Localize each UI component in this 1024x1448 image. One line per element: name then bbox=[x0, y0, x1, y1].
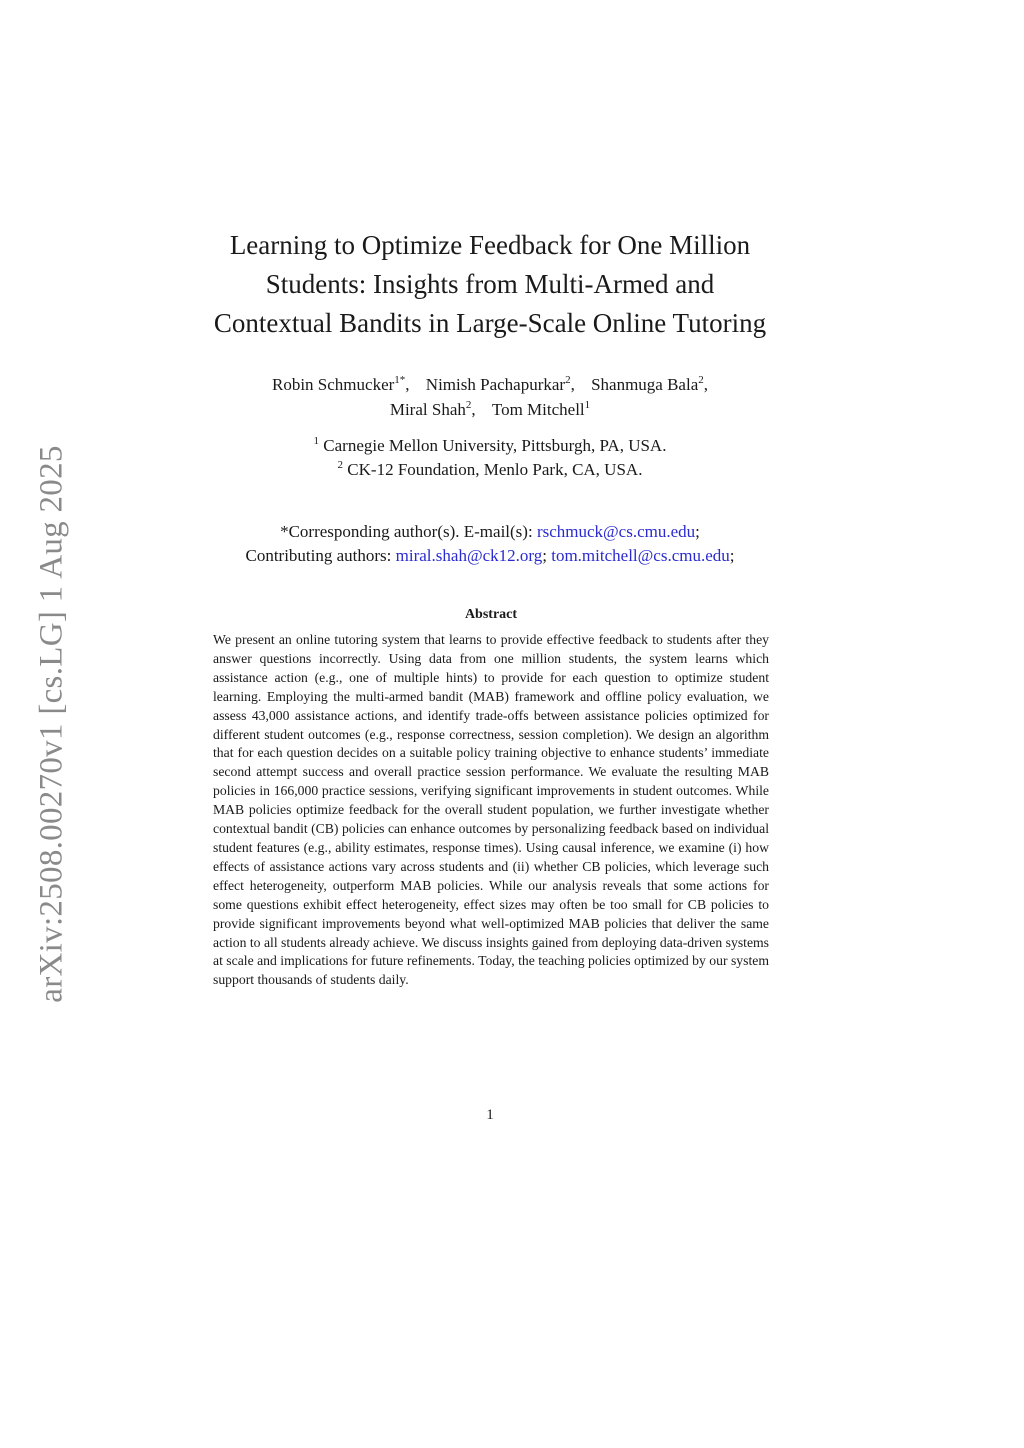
affiliations bbox=[150, 434, 830, 482]
abstract-body: We present an online tutoring system that learns to provide effective feedback to students after they answer questions incorrectly. Using data from one million students, the system learns which assistance action (e.g., one of multiple hints) to provide for each question to optimize student learning. Employing the multi-armed bandit (MAB) framework and offline policy evaluation, we assess 43,000 assistance actions, and identify trade-offs between assistance policies optimized for different student outcomes (e.g., response correctness, session completion). We design an algorithm that for each question decides on a suitable policy training objective to enhance students’ immediate second attempt success and overall practice session performance. We evaluate the resulting MAB policies in 166,000 practice sessions, verifying significant improvements in student outcomes. While MAB policies optimize feedback for the overall student population, we further investigate whether contextual bandit (CB) policies can enhance outcomes by personalizing feedback based on individual student features (e.g., ability estimates, response times). Using causal inference, we examine (i) how effects of assistance actions vary across students and (ii) whether CB policies, which leverage such effect heterogeneity, outperform MAB policies. While our analysis reveals that some actions for some questions exhibit effect heterogeneity, effect sizes may often be too small for CB policies to provide significant improvements beyond what well-optimized MAB policies that deliver the same action to all students already achieve. We discuss insights gained from deploying data-driven systems at scale and implications for future refinements. Today, the teaching policies optimized by our system support thousands of students daily. bbox=[213, 632, 769, 988]
contributing-email-link[interactable]: miral.shah@ck12.org bbox=[395, 546, 543, 565]
abstract-heading: Abstract bbox=[464, 607, 518, 622]
arxiv-identifier: arXiv:2508.00270v1 [cs.LG] 1 Aug 2025 bbox=[33, 445, 70, 1003]
title-line: Contextual Bandits in Large-Scale Online Tutoring bbox=[213, 308, 767, 338]
page-number: 1 bbox=[486, 1107, 494, 1123]
paper-title bbox=[150, 226, 830, 343]
contact-info bbox=[150, 520, 830, 568]
title-line: Learning to Optimize Feedback for One Million bbox=[229, 230, 751, 260]
author-line bbox=[150, 372, 830, 397]
author-list bbox=[150, 372, 830, 422]
corresponding-author-line: *Corresponding author(s). E-mail(s): rschmuck@cs.cmu.edu; bbox=[280, 522, 700, 541]
contributing-email-link[interactable]: tom.mitchell@cs.cmu.edu bbox=[551, 546, 730, 565]
affiliation: $^2$ CK-12 Foundation, Menlo Park, CA, USA. bbox=[337, 459, 643, 479]
contributing-authors-line: Contributing authors: miral.shah@ck12.org; tom.mitchell@cs.cmu.edu; bbox=[245, 546, 735, 565]
author-line bbox=[150, 397, 830, 422]
author: Shanmuga Bala$^2$, bbox=[591, 374, 708, 394]
title-line: Students: Insights from Multi-Armed and bbox=[265, 269, 715, 299]
author: Nimish Pachapurkar$^2$, bbox=[425, 374, 575, 394]
author: Tom Mitchell$^1$ bbox=[491, 399, 591, 419]
affiliation: $^1$ Carnegie Mellon University, Pittsburgh, PA, USA. bbox=[313, 435, 667, 455]
author: Robin Schmucker$^{1*}$, bbox=[272, 374, 410, 394]
corresponding-email-link[interactable]: rschmuck@cs.cmu.edu bbox=[536, 522, 696, 541]
author: Miral Shah$^2$, bbox=[389, 399, 476, 419]
